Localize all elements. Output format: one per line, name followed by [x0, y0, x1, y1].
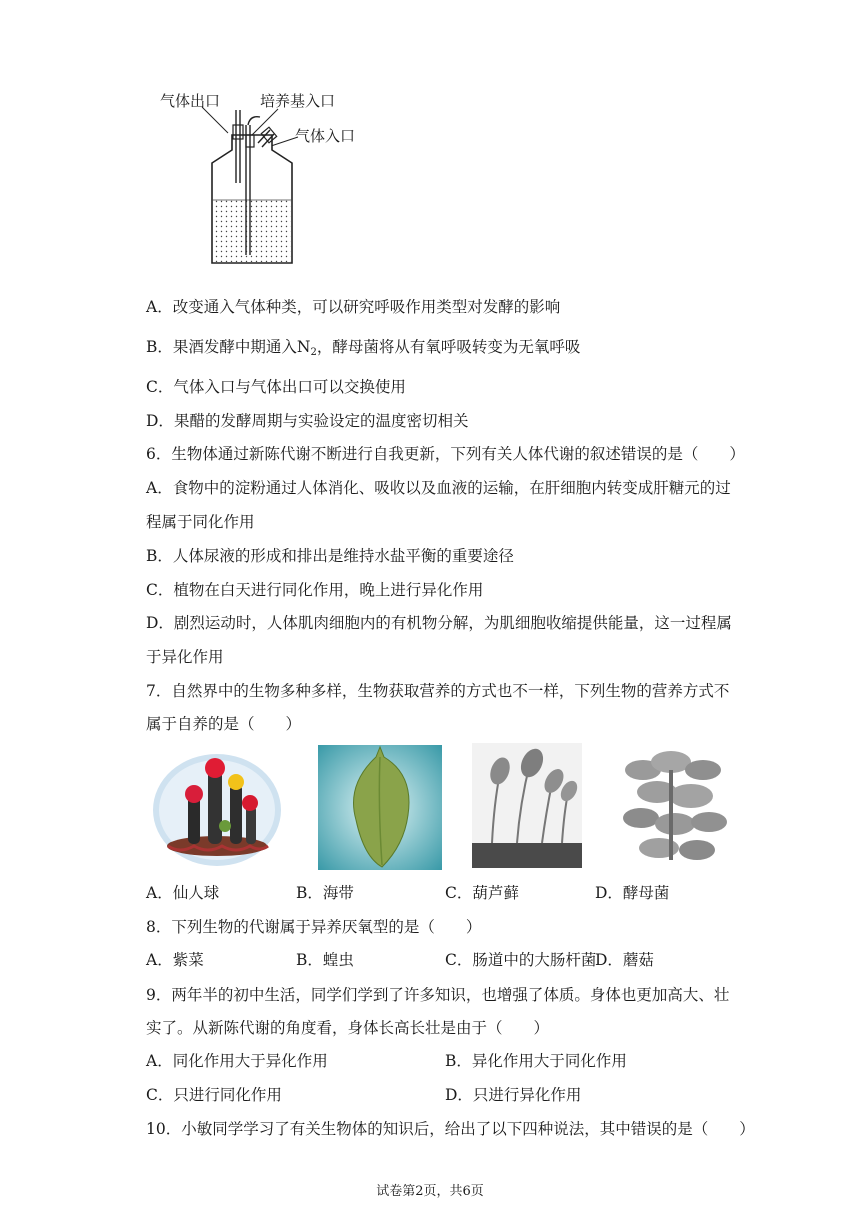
q7-option-d: D．酵母菌: [595, 884, 670, 902]
q7-option-b: B．海带: [296, 884, 354, 902]
gas-inlet-label: 气体入口: [295, 127, 356, 145]
q7-option-a: A．仙人球: [146, 884, 220, 902]
q7-option-c: C．葫芦藓: [445, 884, 519, 902]
yeast-mushroom-image: [613, 740, 743, 872]
q8-option-b: B．蝗虫: [296, 951, 354, 969]
q6-stem: 6．生物体通过新陈代谢不断进行自我更新，下列有关人体代谢的叙述错误的是（ ）: [146, 445, 745, 463]
q7-stem-line1: 7．自然界中的生物多种多样，生物获取营养的方式也不一样，下列生物的营养方式不: [146, 682, 730, 700]
q6-option-d-line1: D．剧烈运动时，人体肌肉细胞内的有机物分解，为肌细胞收缩提供能量，这一过程属: [146, 614, 732, 632]
moss-image: [472, 743, 582, 868]
cactus-image: [150, 748, 285, 868]
fermentation-apparatus-figure: [150, 85, 380, 270]
q9-stem-line2: 实了。从新陈代谢的角度看，身体长高长壮是由于（ ）: [146, 1019, 550, 1037]
q9-option-d: D．只进行异化作用: [445, 1086, 582, 1104]
q9-option-c: C．只进行同化作用: [146, 1086, 282, 1104]
q6-option-c: C．植物在白天进行同化作用，晚上进行异化作用: [146, 581, 484, 599]
q6-option-a-line1: A．食物中的淀粉通过人体消化、吸收以及血液的运输，在肝细胞内转变成肝糖元的过: [146, 479, 731, 497]
q5-option-a: A．改变通入气体种类，可以研究呼吸作用类型对发酵的影响: [146, 298, 561, 316]
medium-inlet-label: 培养基入口: [260, 92, 336, 110]
q10-stem: 10．小敏同学学习了有关生物体的知识后，给出了以下四种说法，其中错误的是（ ）: [146, 1120, 755, 1138]
q9-option-b: B．异化作用大于同化作用: [445, 1052, 627, 1070]
q7-stem-line2: 属于自养的是（ ）: [146, 715, 302, 733]
q6-option-b: B．人体尿液的形成和排出是维持水盐平衡的重要途径: [146, 547, 514, 565]
kelp-image: [318, 745, 442, 870]
q5-option-d: D．果醋的发酵周期与实验设定的温度密切相关: [146, 412, 469, 430]
q8-option-a: A．紫菜: [146, 951, 204, 969]
q9-option-a: A．同化作用大于异化作用: [146, 1052, 328, 1070]
q5-option-c: C．气体入口与气体出口可以交换使用: [146, 378, 406, 396]
q6-option-a-line2: 程属于同化作用: [146, 513, 255, 531]
q5-option-b: B．果酒发酵中期通入$N_2$，酵母菌将从有氧呼吸转变为无氧呼吸: [146, 338, 581, 358]
gas-outlet-label: 气体出口: [160, 92, 221, 110]
q8-stem: 8．下列生物的代谢属于异养厌氧型的是（ ）: [146, 918, 482, 936]
q8-option-c: C．肠道中的大肠杆菌: [445, 951, 597, 969]
q8-option-d: D．蘑菇: [595, 951, 654, 969]
page-footer: 试卷第2页，共6页: [376, 1184, 484, 1199]
q6-option-d-line2: 于异化作用: [146, 648, 224, 666]
q9-stem-line1: 9．两年半的初中生活，同学们学到了许多知识，也增强了体质。身体也更加高大、壮: [146, 986, 730, 1004]
fermenter-drawing: [150, 85, 380, 270]
